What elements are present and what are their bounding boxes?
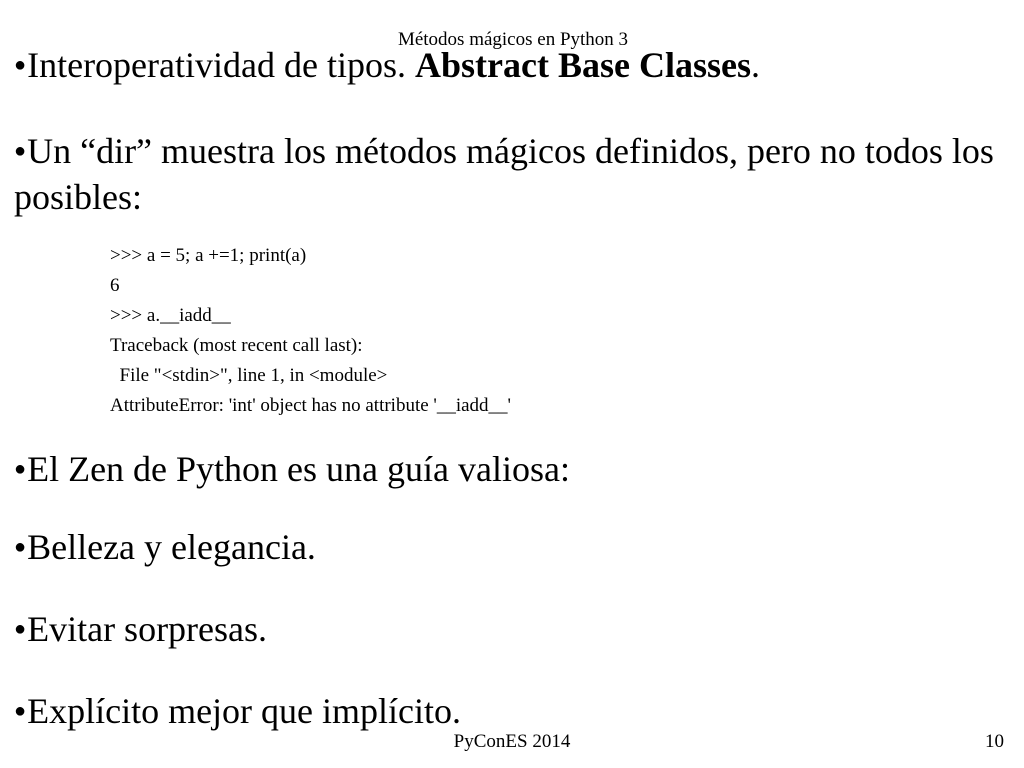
bullet-dot-icon: ● [14,140,27,162]
bullet-dot-icon: ● [14,54,27,76]
code-line: >>> a.__iadd__ [110,305,231,326]
bullet-text: Evitar sorpresas. [27,609,268,649]
code-line: >>> a = 5; a +=1; print(a) [110,245,307,266]
code-line: File "<stdin>", line 1, in <module> [110,365,388,386]
code-line: 6 [110,275,120,296]
code-example [110,241,511,421]
code-line: AttributeError: 'int' object has no attribute '__iadd__' [110,395,511,416]
bullet-dot-icon: ● [14,536,27,558]
bullet-text-tail: . [750,45,760,85]
slide-header: Métodos mágicos en Python 3 [397,29,629,50]
slide-footer: PyConES 2014 [453,731,571,752]
bullet-item-beauty [14,524,1010,570]
bullet-text: Explícito mejor que implícito. [27,691,462,731]
page-number: 10 [985,731,1004,752]
bullet-text: Un “dir” muestra los métodos mágicos definidos, pero no todos los posibles: [14,131,994,217]
bullet-dot-icon: ● [14,618,27,640]
bullet-text: Interoperatividad de tipos. [27,45,415,85]
bullet-text-bold: Abstract Base Classes [414,45,751,85]
bullet-text: El Zen de Python es una guía valiosa: [27,449,570,489]
bullet-item-dir [14,128,1010,220]
bullet-item-surprises [14,606,1010,652]
bullet-dot-icon: ● [14,700,27,722]
bullet-item-explicit [14,688,1010,734]
bullet-text: Belleza y elegancia. [27,527,316,567]
code-line: Traceback (most recent call last): [110,335,363,356]
bullet-item-zen [14,446,1010,492]
bullet-dot-icon: ● [14,458,27,480]
